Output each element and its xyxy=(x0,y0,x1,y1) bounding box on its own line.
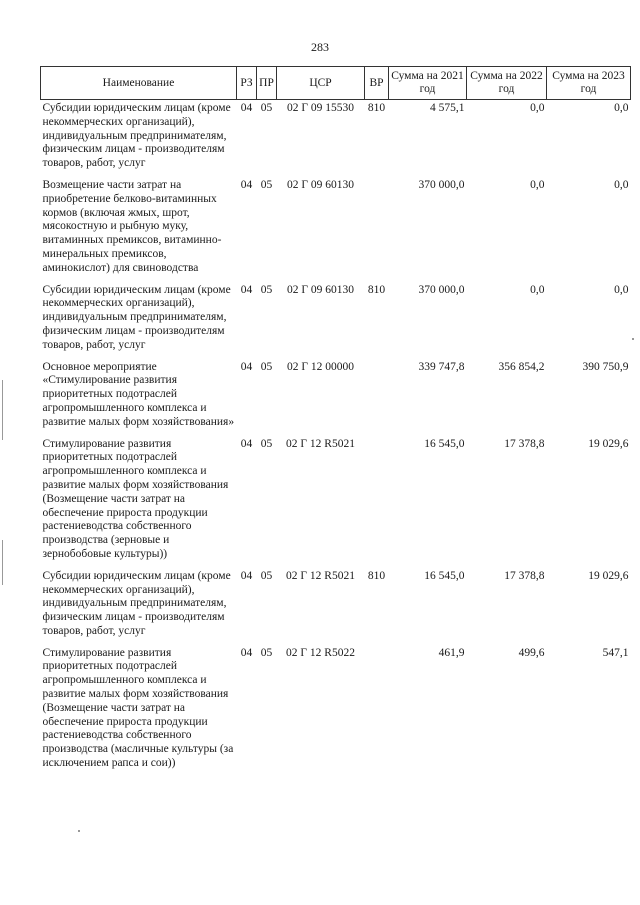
row-csr: 02 Г 12 00000 xyxy=(286,360,355,373)
row-sum-2023: 19 029,6 xyxy=(588,569,629,582)
row-sum-2021: 16 545,0 xyxy=(424,437,465,450)
row-rz: 04 xyxy=(240,283,253,296)
row-sum-2023: 0,0 xyxy=(614,283,629,296)
row-name: Возмещение части затрат на приобретение белково-витаминных кормов (включая жмых, шрот, мясокостную и рыбную муку, витаминных премиксов, витаминно-минеральных премиксов, аминокислот) для свиноводства xyxy=(42,178,222,274)
row-csr: 02 Г 12 R5021 xyxy=(286,437,355,450)
row-csr: 02 Г 09 60130 xyxy=(286,178,355,191)
row-vr: 810 xyxy=(367,569,386,582)
table-row xyxy=(41,177,631,282)
table-row xyxy=(41,359,631,436)
row-sum-2021: 339 747,8 xyxy=(418,360,465,373)
row-sum-2022: 17 378,8 xyxy=(504,569,545,582)
row-pr: 05 xyxy=(260,646,273,659)
row-vr: 810 xyxy=(367,283,386,296)
row-vr xyxy=(365,645,389,777)
row-pr: 05 xyxy=(260,437,273,450)
row-sum-2021: 461,9 xyxy=(438,646,465,659)
table-row xyxy=(41,568,631,645)
row-rz: 04 xyxy=(240,102,253,114)
table-row xyxy=(41,282,631,359)
row-sum-2021: 370 000,0 xyxy=(418,178,465,191)
row-pr: 05 xyxy=(260,569,273,582)
row-sum-2023: 0,0 xyxy=(614,178,629,191)
row-vr: 810 xyxy=(367,102,386,114)
header-pr: ПР xyxy=(257,67,277,100)
row-pr: 05 xyxy=(260,102,273,114)
row-name: Основное мероприятие «Стимулирование развития приоритетных подотраслей агропромышленного комплекса и развитие малых форм хозяйствования» xyxy=(42,360,235,428)
row-sum-2023: 0,0 xyxy=(614,102,629,114)
row-name: Стимулирование развития приоритетных подотраслей агропромышленного комплекса и развитие малых форм хозяйствования (Возмещение части затрат на обеспечение прироста продукции растениеводства собственного производства (масличные культуры (за исключением рапса и сои)) xyxy=(42,646,234,770)
row-pr: 05 xyxy=(260,178,273,191)
row-name: Субсидии юридическим лицам (кроме некоммерческих организаций), индивидуальным предпринимателям, физическим лицам - производителям товаров, работ, услуг xyxy=(42,283,231,351)
table-header-row xyxy=(41,67,631,100)
header-sum-2022: Сумма на 2022 год xyxy=(467,67,547,100)
header-name: Наименование xyxy=(41,67,237,100)
header-rz: РЗ xyxy=(237,67,257,100)
budget-table xyxy=(40,66,631,777)
row-csr: 02 Г 09 15530 xyxy=(286,102,355,114)
row-name: Субсидии юридическим лицам (кроме некоммерческих организаций), индивидуальным предпринимателям, физическим лицам - производителям товаров, работ, услуг xyxy=(42,102,231,170)
row-rz: 04 xyxy=(240,646,253,659)
page-number: 283 xyxy=(311,40,329,54)
scan-edge-mark xyxy=(2,380,3,440)
header-sum-2021: Сумма на 2021 год xyxy=(389,67,467,100)
header-sum-2023: Сумма на 2023 год xyxy=(547,67,631,100)
row-sum-2021: 370 000,0 xyxy=(418,283,465,296)
row-csr: 02 Г 12 R5022 xyxy=(286,646,355,659)
row-vr xyxy=(365,359,389,436)
table-row xyxy=(41,100,631,177)
row-rz: 04 xyxy=(240,569,253,582)
header-csr: ЦСР xyxy=(277,67,365,100)
row-name: Субсидии юридическим лицам (кроме некоммерческих организаций), индивидуальным предпринимателям, физическим лицам - производителям товаров, работ, услуг xyxy=(42,569,231,637)
row-sum-2023: 19 029,6 xyxy=(588,437,629,450)
row-sum-2022: 0,0 xyxy=(530,283,545,296)
row-sum-2023: 390 750,9 xyxy=(582,360,629,373)
row-sum-2022: 17 378,8 xyxy=(504,437,545,450)
table-row xyxy=(41,645,631,777)
row-sum-2022: 0,0 xyxy=(530,178,545,191)
row-sum-2023: 547,1 xyxy=(602,646,629,659)
row-csr: 02 Г 09 60130 xyxy=(286,283,355,296)
row-sum-2022: 499,6 xyxy=(518,646,545,659)
row-rz: 04 xyxy=(240,178,253,191)
row-vr xyxy=(365,436,389,568)
row-pr: 05 xyxy=(260,283,273,296)
scan-dust-mark xyxy=(632,338,634,340)
row-sum-2022: 356 854,2 xyxy=(498,360,545,373)
scan-dust-mark xyxy=(78,830,80,832)
row-pr: 05 xyxy=(260,360,273,373)
header-vr: ВР xyxy=(365,67,389,100)
row-rz: 04 xyxy=(240,360,253,373)
row-rz: 04 xyxy=(240,437,253,450)
row-sum-2021: 16 545,0 xyxy=(424,569,465,582)
row-csr: 02 Г 12 R5021 xyxy=(286,569,355,582)
row-vr xyxy=(365,177,389,282)
table-row xyxy=(41,436,631,568)
row-name: Стимулирование развития приоритетных подотраслей агропромышленного комплекса и развитие малых форм хозяйствования (Возмещение части затрат на обеспечение прироста продукции растениеводства собственного производства (зерновые и зернобобовые культуры)) xyxy=(42,437,229,560)
scan-edge-mark xyxy=(2,540,3,585)
row-sum-2021: 4 575,1 xyxy=(430,102,465,114)
row-sum-2022: 0,0 xyxy=(530,102,545,114)
